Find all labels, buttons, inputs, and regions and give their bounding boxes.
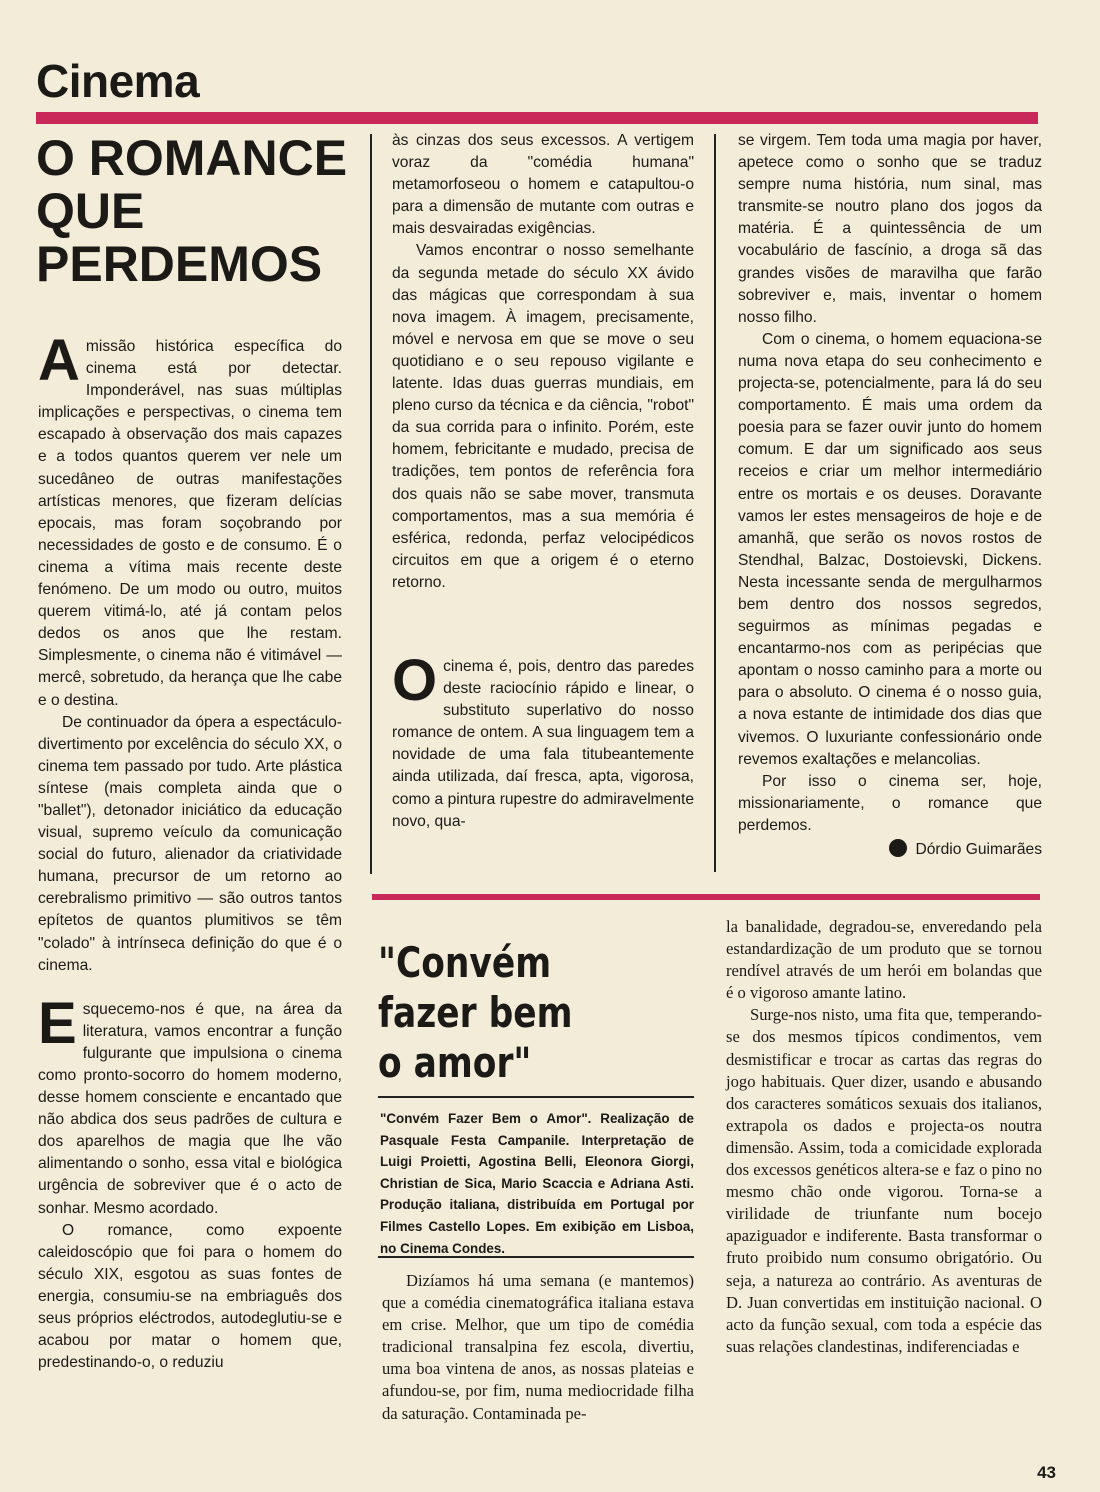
article-column-2 xyxy=(392,130,694,833)
section-title: Cinema xyxy=(36,55,200,107)
headline-line: PERDEMOS xyxy=(36,236,323,292)
author-byline xyxy=(738,839,1042,861)
article-paragraph: se virgem. Tem toda uma magia por haver, apetece como o sonho que se traduz sempre numa história, num sinal, mas transmite-se noutro plano dos jogos da matéria. É a quintessência de um vocabulário de fascínio, a droga sã das grandes visões de maravilha que farão sobreviver e, mais, inventar o homem nosso filho. xyxy=(738,132,1042,326)
review-paragraph: Dizíamos há uma semana (e mantemos) que a comédia cinematográfica italiana estava em crise. Melhor, que um tipo de comédia tradicional transalpina fez escola, divertiu, uma boa vintena de anos, as nossas plateias e afundou-se, por fim, numa mediocridade filha da saturação. Contaminada pe- xyxy=(382,1271,694,1423)
drop-cap: O xyxy=(392,647,438,713)
article-column-3 xyxy=(738,130,1042,861)
headline-line: QUE xyxy=(36,183,145,239)
review-title-line: o amor" xyxy=(378,1038,532,1087)
review-title-line: fazer bem xyxy=(378,988,573,1037)
credits-rule-top xyxy=(378,1096,694,1098)
review-title-line: "Convém xyxy=(378,938,552,987)
review-paragraph: Surge-nos nisto, uma fita que, temperando-se dos mesmos típicos condimentos, vem desmistificar e trocar as cartas das regras do jogo habituais. Quer dizer, usando e abusando dos caracteres somáticos sexuais dos italianos, extrapola os dados e projecta-os noutra dimensão. Assim, toda a comicidade explorada dos excessos genéticos altera-se e faz o pino no mesmo chão onde vigorou. Torna-se a virilidade de triunfante num bocejo apaziguador e indiferente. Basta transformar o fruto proibido num consumo obrigatório. Ou seja, a natureza ao contrário. As aventuras de D. Juan convertidas em instituição nacional. O acto da função sexual, com toda a espécie das suas relações clandestinas, indiferenciadas e xyxy=(726,1005,1042,1356)
article-paragraph: Por isso o cinema ser, hoje, missionariamente, o romance que perdemos. xyxy=(738,772,1042,834)
page-number: 43 xyxy=(1037,1463,1056,1482)
credits-rule-bottom xyxy=(378,1256,694,1258)
bullet-icon xyxy=(889,839,907,857)
headline-line: O ROMANCE xyxy=(36,130,348,186)
film-credits: "Convém Fazer Bem o Amor". Realização de Pasquale Festa Campanile. Interpretação de Luigi Proietti, Agostina Belli, Eleonora Giorgi, Christian de Sica, Mario Scaccia e Adriana Asti. Produção italiana, distribuída em Portugal por Filmes Castello Lopes. Em exibição em Lisboa, no Cinema Condes. xyxy=(380,1111,694,1256)
review-column-right xyxy=(726,916,1042,1358)
author-name: Dórdio Guimarães xyxy=(915,841,1042,858)
drop-cap: E xyxy=(38,990,77,1056)
drop-cap: A xyxy=(38,328,80,393)
article-headline xyxy=(36,132,356,291)
review-column-left xyxy=(382,1270,694,1425)
article-paragraph: Esquecemo-nos é que, na área da literatura, vamos encontrar a função fulgurante que impulsiona o cinema como pronto-socorro do homem moderno, desse homem consciente e encantado que não abdica dos seus padrões de cultura e dos aparelhos de magia que lhe vão alimentando o sonho, essa vital e biológica urgência de sobreviver que é o acto de sonhar. Mesmo acordado. xyxy=(38,990,342,1217)
article-paragraph: De continuador da ópera a espectáculo-divertimento por excelência do século XX, o cinema tem passado por tudo. Arte plástica síntese (mais completa ainda que o "ballet"), detonador iniciático da educação visual, supremo veículo da comunicação social do futuro, alienador da criatividade humana, precursor de um retorno ao cerebralismo primitivo — são outros tantos epítetos de quantos plumitivos se têm "colado" à intrínseca definição do que é o cinema. xyxy=(38,713,342,974)
article-paragraph: Ocinema é, pois, dentro das paredes deste raciocínio rápido e linear, o substituto superlativo do nosso romance de ontem. A sua linguagem tem a novidade de uma fala titubeantemente ainda utilizada, daí fresca, apta, vigorosa, como a pintura rupestre do admiravelmente novo, qua- xyxy=(392,647,694,830)
column-rule xyxy=(370,134,372,874)
article-paragraph: Amissão histórica específica do cinema está por detectar. Imponderável, nas suas múltiplas implicações e perspectivas, o cinema tem escapado à observação dos mais capazes e a todos quantos querem ver nele um sucedâneo de outras manifestações artísticas menores, que fizeram delícias epocais, mas foram soçobrando por necessidades de gosto e de consumo. É o cinema a vítima mais recente deste fenómeno. De um modo ou outro, muitos querem vitimá-lo, até já contam pelos dedos os anos que lhe restam. Simplesmente, o cinema não é vitimável — mercê, sobretudo, da herança que lhe cabe e o destina. xyxy=(38,328,342,709)
article-paragraph: às cinzas dos seus excessos. A vertigem voraz da "comédia humana" metamorfoseou o homem e catapultou-o para a dimensão de mutante com outras e mais desvairadas exigências. xyxy=(392,132,694,238)
article-column-1 xyxy=(38,328,342,1374)
review-divider xyxy=(372,894,1040,900)
section-divider xyxy=(36,112,1038,124)
article-paragraph: O romance, como expoente caleidoscópio que foi para o homem do século XIX, esgotou as suas fontes de energia, consumiu-se na embriaguês dos seus próprios eléctrodos, autodeglutiu-se e acabou por matar o homem que, predestinando-o, o reduziu xyxy=(38,1221,342,1372)
article-paragraph: Vamos encontrar o nosso semelhante da segunda metade do século XX ávido das mágicas que correspondam à sua nova imagem. À imagem, precisamente, móvel e nervosa em que se move o seu quotidiano e o seu repouso vigilante e latente. Idas duas guerras mundiais, em pleno curso da técnica e da ciência, "robot" da sua corrida para o infinito. Porém, este homem, febricitante e mudado, precisa de tradições, tem pontos de referência fora dos quais não se sabe mover, transmuta comportamentos, mas a sua memória é esférica, redonda, perfaz velocipédicos circuitos em que a origem é o eterno retorno. xyxy=(392,242,694,591)
review-paragraph: la banalidade, degradou-se, enveredando pela estandardização de um produto que se tornou rendível através de um herói em bolandas que é o vigoroso amante latino. xyxy=(726,917,1042,1003)
article-paragraph: Com o cinema, o homem equaciona-se numa nova etapa do seu conhecimento e projecta-se, potencialmente, para lá do seu comportamento. É mais uma ordem da poesia para se fazer ouvir junto do homem comum. E dar um significado aos seus receios e criar um melhor intermediário entre os mortais e os deuses. Doravante vamos ler estes mensageiros de hoje e de amanhã, que serão os novos rostos de Stendhal, Balzac, Dostoievski, Dickens. Nesta incessante senda de mergulharmos bem dentro dos nossos segredos, seguirmos as mínimas pegadas e encantarmo-nos com as peripécias que apontam o nosso caminho para a morte ou para o absoluto. O cinema é o nosso guia, a nova estante de intimidade dos dias que vivemos. O luxuriante confessionário onde revemos exaltações e melancolias. xyxy=(738,330,1042,768)
review-title xyxy=(378,938,624,1088)
column-rule xyxy=(714,134,716,872)
